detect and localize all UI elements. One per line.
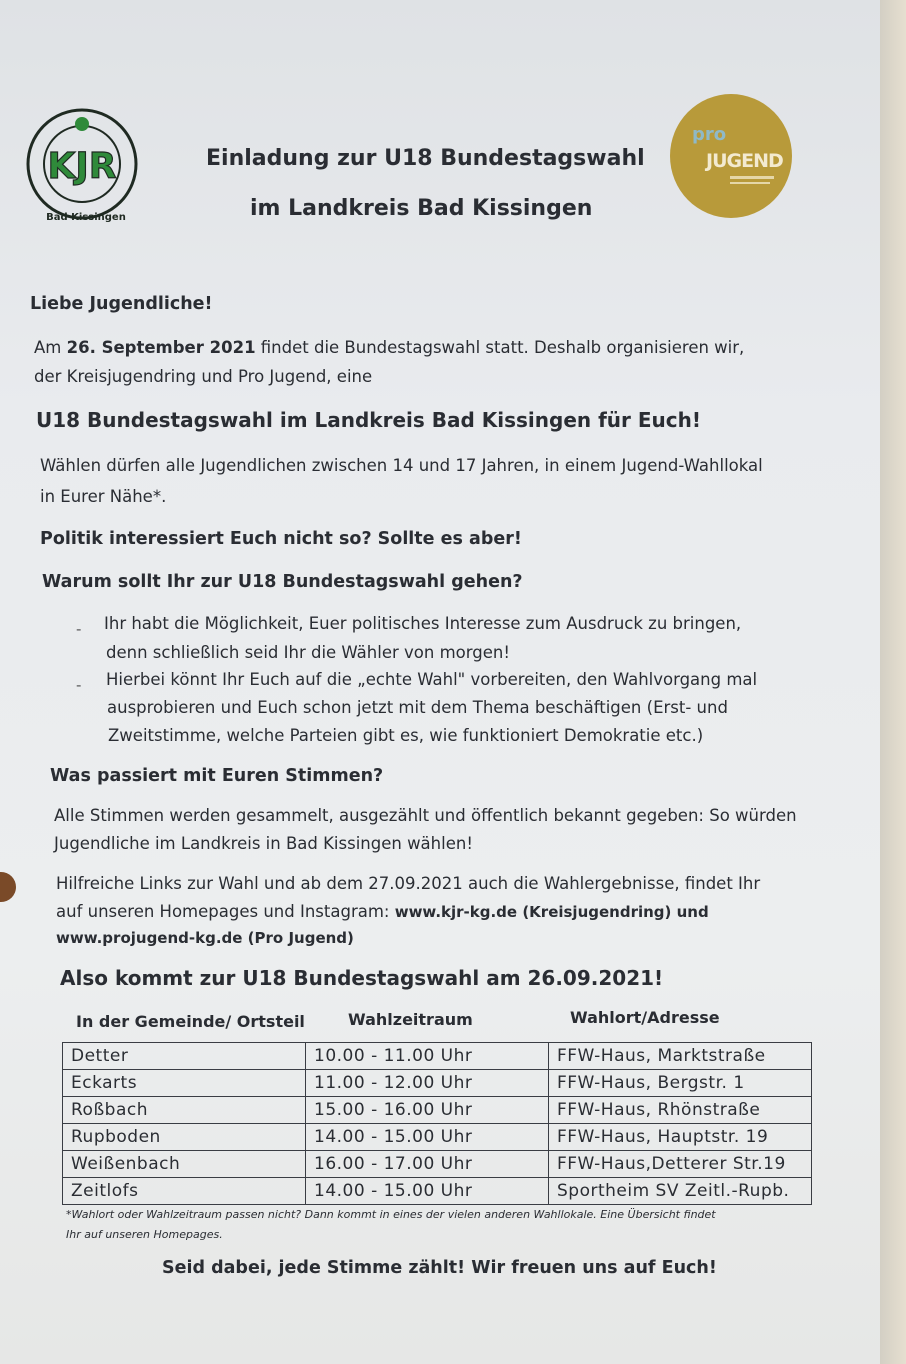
punch-hole	[0, 872, 16, 902]
table-header-community: In der Gemeinde/ Ortsteil	[76, 1012, 305, 1031]
footnote-line-2: Ihr auf unseren Homepages.	[66, 1228, 223, 1241]
kjr-logo	[22, 104, 144, 234]
reason-2-line-1: Hierbei könnt Ihr Euch auf die „echte Wahl" vorbereiten, den Wahlvorgang mal	[106, 670, 758, 689]
time-cell: 14.00 - 15.00 Uhr	[306, 1178, 549, 1205]
eligibility-line-2: in Eurer Nähe*.	[40, 487, 167, 506]
community-cell: Zeitlofs	[63, 1178, 306, 1205]
location-cell: FFW-Haus,Detterer Str.19	[549, 1151, 812, 1178]
table-header-location: Wahlort/Adresse	[570, 1008, 720, 1027]
links-prefix: auf unseren Homepages und Instagram:	[56, 902, 395, 921]
projugend-link[interactable]: www.projugend-kg.de (Pro Jugend)	[56, 929, 354, 947]
reason-1-line-2: denn schließlich seid Ihr die Wähler von morgen!	[106, 643, 510, 662]
community-cell: Eckarts	[63, 1070, 306, 1097]
title-line-1: Einladung zur U18 Bundestagswahl	[206, 146, 645, 171]
intro-rest: findet die Bundestagswahl statt. Deshalb organisieren wir,	[255, 338, 745, 357]
table-header-time: Wahlzeitraum	[348, 1010, 473, 1029]
polling-places-table	[62, 1042, 812, 1205]
closing-line: Seid dabei, jede Stimme zählt! Wir freuen uns auf Euch!	[162, 1258, 717, 1278]
votes-text-line-2: Jugendliche im Landkreis in Bad Kissingen wählen!	[54, 834, 473, 853]
table-row	[63, 1178, 812, 1205]
location-cell: FFW-Haus, Rhönstraße	[549, 1097, 812, 1124]
svg-text:Bad Kissingen: Bad Kissingen	[46, 212, 126, 223]
votes-text-line-1: Alle Stimmen werden gesammelt, ausgezählt und öffentlich bekannt gegeben: So würden	[54, 806, 797, 825]
time-cell: 15.00 - 16.00 Uhr	[306, 1097, 549, 1124]
title-line-2: im Landkreis Bad Kissingen	[250, 196, 593, 221]
bullet-dash: -	[76, 676, 82, 694]
table-row	[63, 1097, 812, 1124]
pro-logo-line	[730, 176, 774, 179]
community-cell: Rupboden	[63, 1124, 306, 1151]
footnote-line-1: *Wahlort oder Wahlzeitraum passen nicht? Dann kommt in eines der vielen anderen Wahllokale. Eine Übersicht findet	[66, 1208, 716, 1221]
table-row	[63, 1151, 812, 1178]
votes-heading: Was passiert mit Euren Stimmen?	[50, 766, 384, 786]
location-cell: FFW-Haus, Marktstraße	[549, 1043, 812, 1070]
kjr-link[interactable]: www.kjr-kg.de (Kreisjugendring) und	[394, 903, 709, 921]
community-cell: Detter	[63, 1043, 306, 1070]
pro-jugend-logo	[670, 94, 792, 218]
call-to-action: Also kommt zur U18 Bundestagswahl am 26.09.2021!	[60, 966, 664, 990]
time-cell: 10.00 - 11.00 Uhr	[306, 1043, 549, 1070]
headline: U18 Bundestagswahl im Landkreis Bad Kissingen für Euch!	[36, 408, 701, 432]
why-heading: Warum sollt Ihr zur U18 Bundestagswahl gehen?	[42, 572, 523, 592]
links-text-line-2	[56, 902, 709, 921]
reason-1-line-1: Ihr habt die Möglichkeit, Euer politisches Interesse zum Ausdruck zu bringen,	[104, 614, 742, 633]
pro-logo-pro-text: pro	[692, 124, 727, 145]
links-text-line-1: Hilfreiche Links zur Wahl und ab dem 27.09.2021 auch die Wahlergebnisse, findet Ihr	[56, 874, 761, 893]
politics-question: Politik interessiert Euch nicht so? Sollte es aber!	[40, 529, 522, 549]
time-cell: 11.00 - 12.00 Uhr	[306, 1070, 549, 1097]
intro-line-1	[34, 338, 744, 357]
time-cell: 16.00 - 17.00 Uhr	[306, 1151, 549, 1178]
reason-2-line-3: Zweitstimme, welche Parteien gibt es, wie funktioniert Demokratie etc.)	[108, 726, 704, 745]
reason-2-line-2: ausprobieren und Euch schon jetzt mit dem Thema beschäftigen (Erst- und	[107, 698, 728, 717]
table-row	[63, 1124, 812, 1151]
pro-logo-line	[730, 182, 770, 184]
location-cell: Sportheim SV Zeitl.-Rupb.	[549, 1178, 812, 1205]
intro-prefix: Am	[34, 338, 67, 357]
community-cell: Weißenbach	[63, 1151, 306, 1178]
location-cell: FFW-Haus, Bergstr. 1	[549, 1070, 812, 1097]
background-edge	[880, 0, 906, 1364]
bullet-dash: -	[76, 620, 82, 638]
svg-text:KJR: KJR	[47, 146, 117, 187]
location-cell: FFW-Haus, Hauptstr. 19	[549, 1124, 812, 1151]
election-date: 26. September 2021	[66, 338, 256, 357]
eligibility-line-1: Wählen dürfen alle Jugendlichen zwischen 14 und 17 Jahren, in einem Jugend-Wahllokal	[40, 456, 763, 475]
table-row	[63, 1043, 812, 1070]
table-row	[63, 1070, 812, 1097]
time-cell: 14.00 - 15.00 Uhr	[306, 1124, 549, 1151]
community-cell: Roßbach	[63, 1097, 306, 1124]
pro-logo-jugend-text: JUGEND	[706, 150, 783, 172]
intro-line-2: der Kreisjugendring und Pro Jugend, eine	[34, 367, 373, 386]
greeting: Liebe Jugendliche!	[30, 294, 213, 314]
